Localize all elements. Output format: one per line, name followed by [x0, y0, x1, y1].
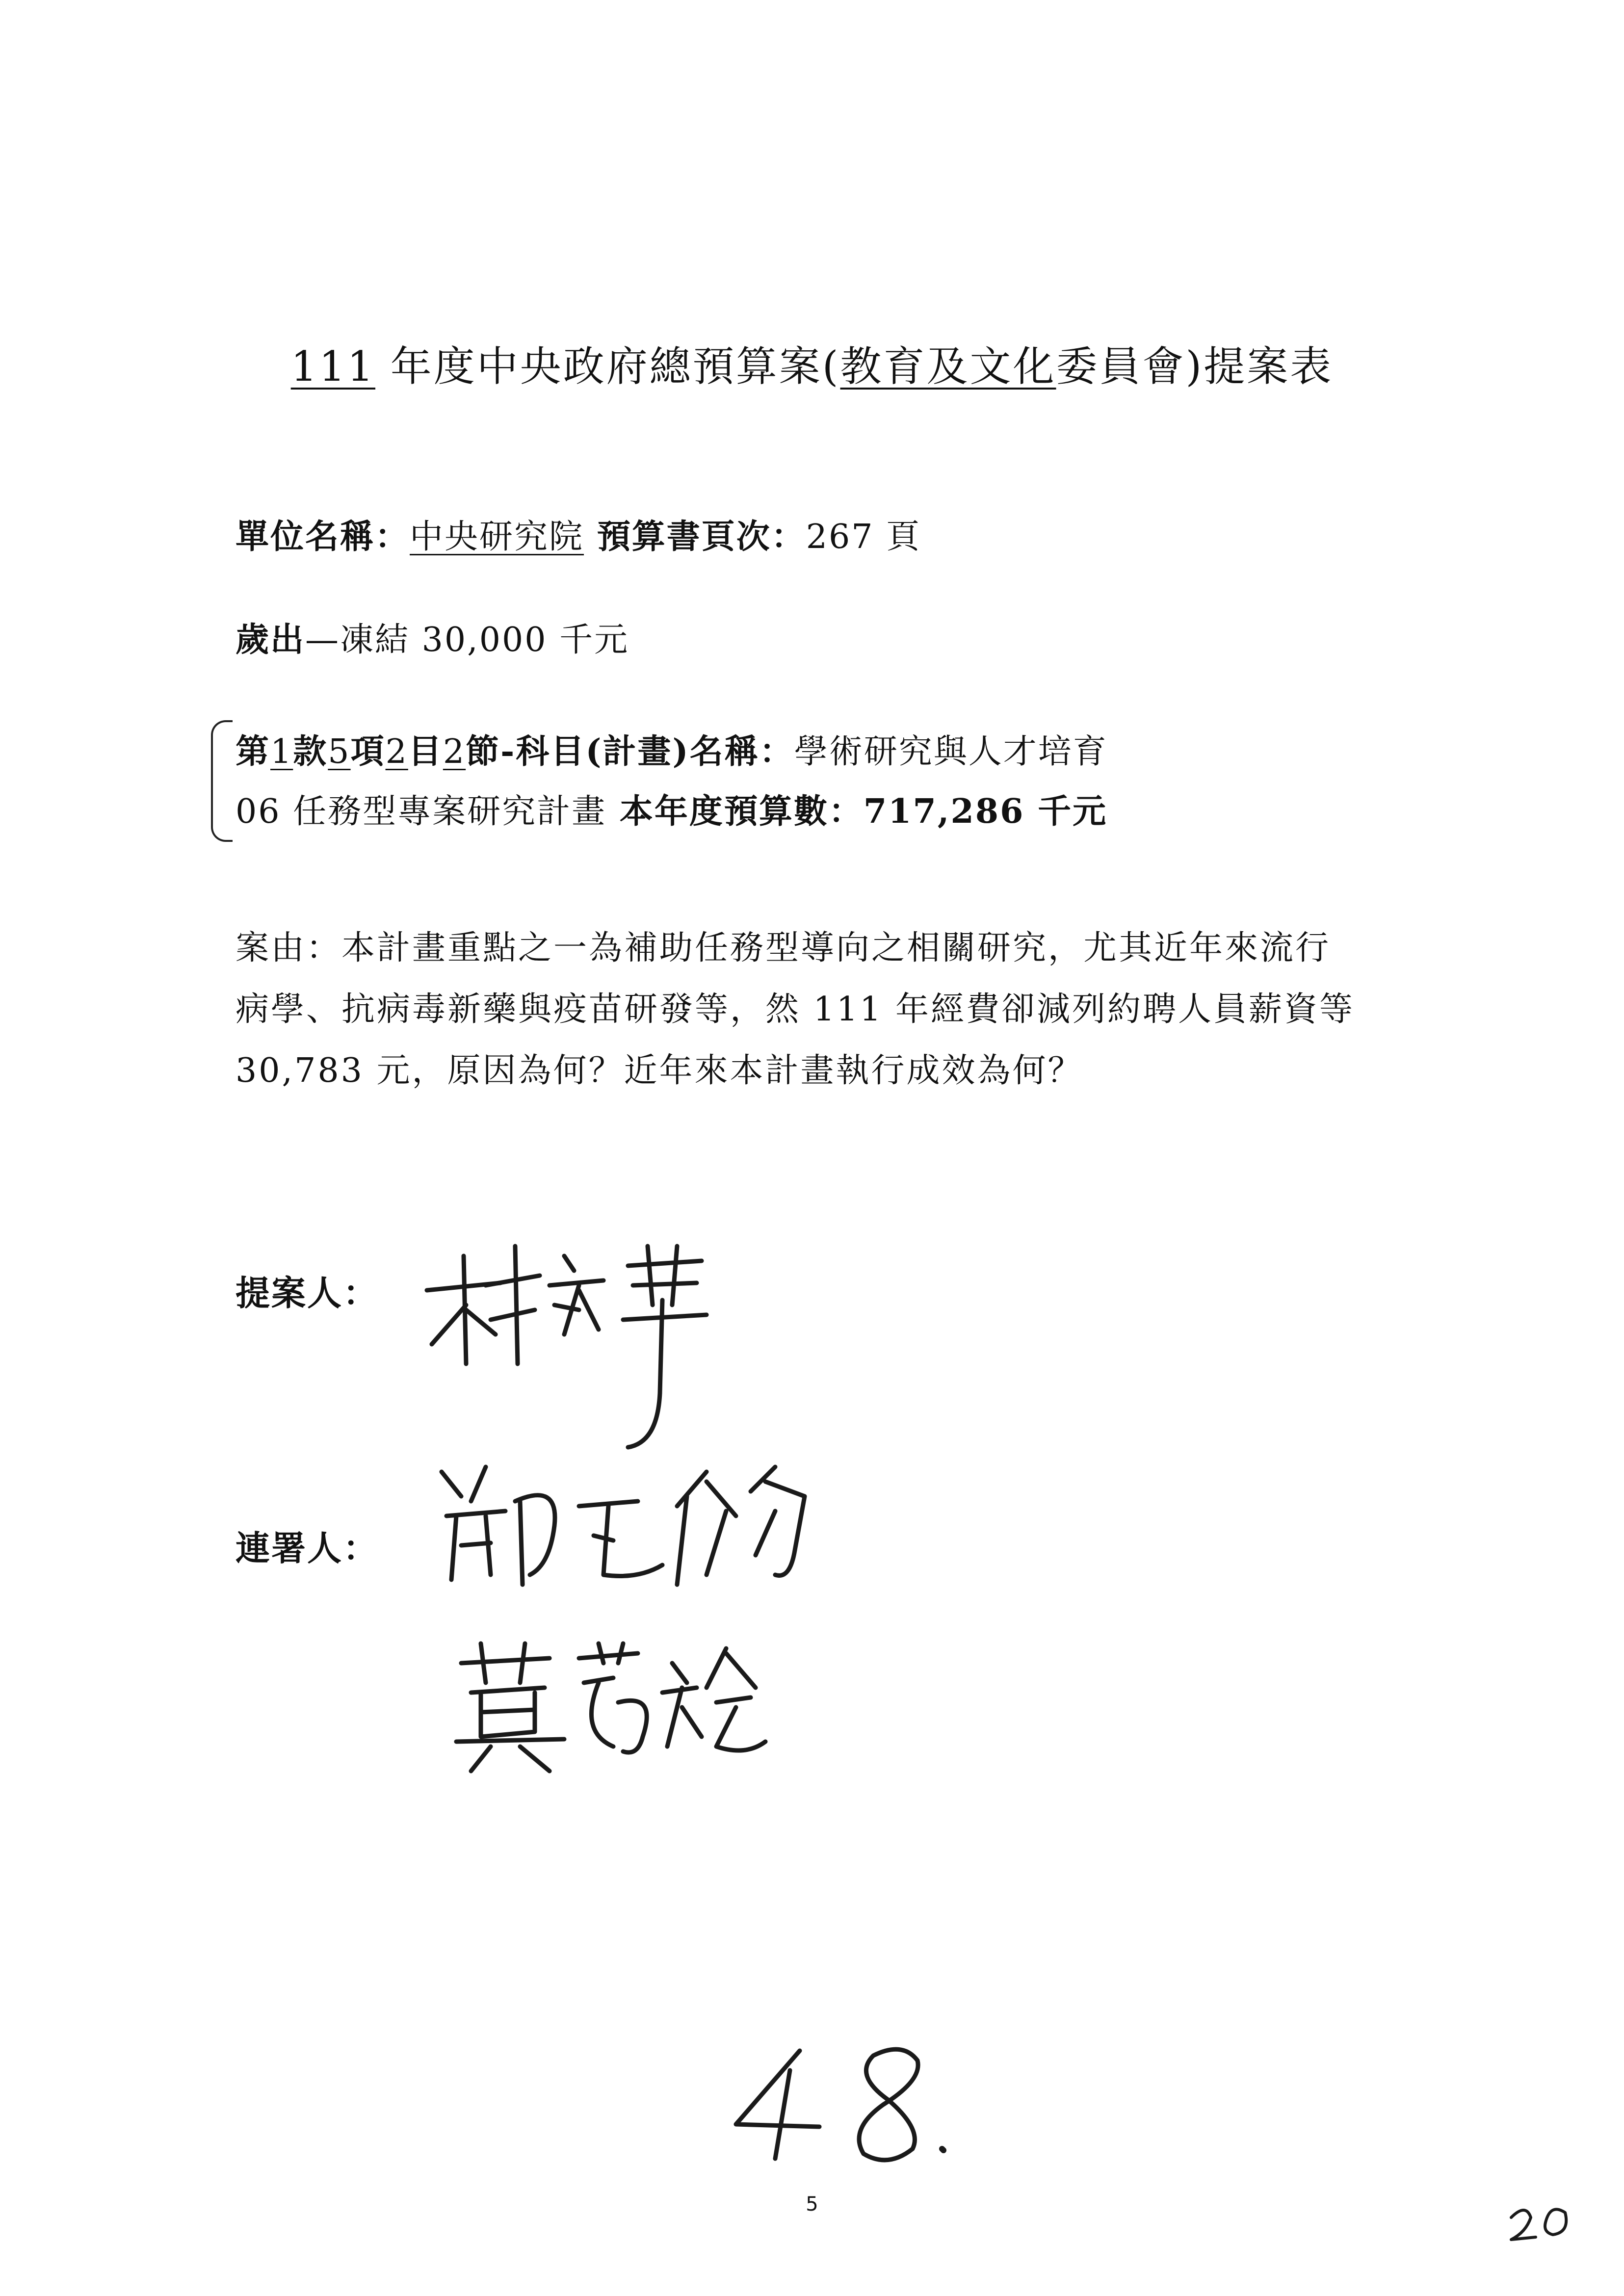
- subject-text: 第: [236, 732, 271, 771]
- page-number: 5: [806, 2193, 818, 2216]
- document-title: [0, 334, 1624, 393]
- subject-jie: 2: [443, 732, 466, 771]
- expenditure-label: 歲出: [236, 620, 306, 659]
- subject-name: 學術研究與人才培育: [794, 732, 1108, 771]
- subject-text: 節-科目(計畫)名稱：: [466, 732, 794, 771]
- cosigner-label: 連署人：: [236, 1528, 379, 1568]
- subject-text: 款: [293, 732, 328, 771]
- plan-name: 06 任務型專案研究計畫: [236, 792, 607, 831]
- subject-xiang: 5: [328, 732, 351, 771]
- budget-label: 本年度預算數：: [606, 792, 864, 831]
- unit-line: [236, 510, 921, 558]
- title-committee: 教育及文化: [840, 342, 1056, 391]
- cosigner-signature-1: [432, 1452, 824, 1617]
- reason-line: 病學、抗病毒新藥與疫苗研發等，然 111 年經費卻減列約聘人員薪資等: [236, 990, 1355, 1029]
- expenditure-value: —凍結 30,000 千元: [305, 621, 629, 659]
- proposer-signature: [417, 1236, 711, 1460]
- reason-line: 30,783 元，原因為何？近年來本計畫執行成效為何？: [236, 1051, 1083, 1090]
- title-year: 111: [290, 342, 376, 391]
- subject-bracket: [211, 720, 233, 842]
- cosigner-signature-2: [451, 1634, 805, 1783]
- subject-kuan: 1: [270, 732, 293, 771]
- subject-text: 目: [408, 732, 443, 771]
- pages-value: 267 頁: [806, 518, 921, 556]
- budget-value: 717,286 千元: [863, 792, 1108, 831]
- title-text-2: 委員會)提案表: [1056, 342, 1334, 391]
- unit-name: 中央研究院: [410, 518, 584, 556]
- subject-text: 項: [350, 732, 386, 771]
- unit-label: 單位名稱：: [236, 517, 410, 556]
- subject-line-1: [236, 725, 1108, 773]
- subject-line-2: [236, 785, 1107, 833]
- title-text-1: 年度中央政府總預算案(: [375, 342, 840, 391]
- expenditure-line: [236, 613, 629, 661]
- reason-line: 案由：本計畫重點之一為補助任務型導向之相關研究，尤其近年來流行: [236, 929, 1331, 967]
- handwritten-number: [726, 2041, 981, 2171]
- subject-mu: 2: [385, 732, 408, 771]
- pages-label: 預算書頁次：: [584, 517, 806, 556]
- reason-paragraph: [236, 917, 1442, 1101]
- proposer-label: 提案人：: [236, 1273, 379, 1313]
- corner-mark: [1506, 2198, 1575, 2249]
